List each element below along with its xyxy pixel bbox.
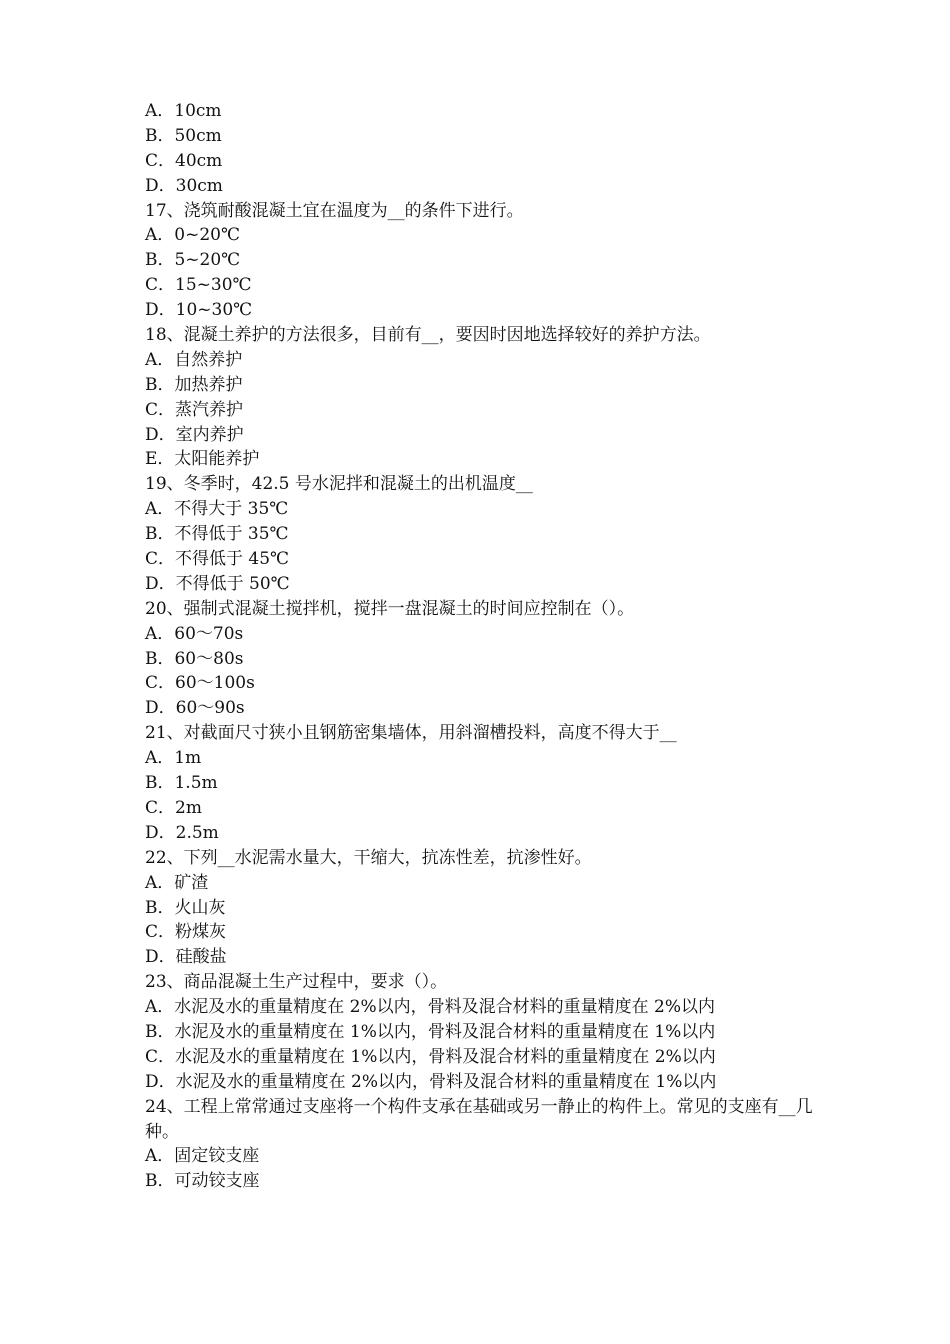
answer-option: A．10cm [145,101,222,121]
answer-option: D．10~30℃ [145,300,253,321]
answer-option: C．蒸汽养护 [145,399,244,420]
answer-option: B．可动铰支座 [145,1171,260,1192]
answer-option: C．60～100s [145,673,255,694]
answer-option: B．加热养护 [145,374,243,395]
question-stem: 20、强制式混凝土搅拌机，搅拌一盘混凝土的时间应控制在（）。 [145,598,635,619]
answer-option: C．粉煤灰 [145,922,227,943]
answer-option: A．60～70s [145,623,244,644]
answer-option: C．水泥及水的重量精度在 1%以内，骨料及混合材料的重量精度在 2%以内 [145,1046,716,1067]
answer-option: A．固定铰支座 [145,1146,260,1167]
answer-option: A．水泥及水的重量精度在 2%以内，骨料及混合材料的重量精度在 2%以内 [145,997,716,1018]
answer-option: B．不得低于 35℃ [145,524,289,545]
answer-option: D．60～90s [145,698,245,719]
answer-option: B．水泥及水的重量精度在 1%以内，骨料及混合材料的重量精度在 1%以内 [145,1021,716,1042]
exam-question-list [145,99,815,1194]
question-stem: 17、浇筑耐酸混凝土宜在温度为__的条件下进行。 [145,200,524,221]
answer-option: A．0~20℃ [145,225,240,246]
answer-option: A．不得大于 35℃ [145,499,289,520]
answer-option: A．1m [145,748,202,769]
question-stem: 22、下列__水泥需水量大，干缩大，抗冻性差，抗渗性好。 [145,847,592,868]
question-stem: 23、商品混凝土生产过程中，要求（）。 [145,972,448,993]
answer-option: B．60～80s [145,648,244,669]
answer-option: B．5~20℃ [145,250,241,271]
answer-option: B．1.5m [145,773,218,794]
answer-option: B．50cm [145,125,222,146]
answer-option: C．15~30℃ [145,275,252,296]
answer-option: C．不得低于 45℃ [145,549,290,570]
answer-option: D．30cm [145,175,223,196]
question-stem: 24、工程上常常通过支座将一个构件支承在基础或另一静止的构件上。常见的支座有__几种。 [145,1096,813,1142]
question-stem: 19、冬季时，42.5 号水泥拌和混凝土的出机温度__ [145,474,533,495]
answer-option: D．不得低于 50℃ [145,573,290,594]
answer-option: B．火山灰 [145,897,226,918]
answer-option: D．2.5m [145,822,219,843]
answer-option: D．水泥及水的重量精度在 2%以内，骨料及混合材料的重量精度在 1%以内 [145,1071,717,1092]
answer-option: E．太阳能养护 [145,449,260,470]
question-stem: 21、对截面尺寸狭小且钢筋密集墙体，用斜溜槽投料，高度不得大于__ [145,723,677,744]
question-stem: 18、混凝土养护的方法很多，目前有__，要因时因地选择较好的养护方法。 [145,325,711,346]
answer-option: D．室内养护 [145,424,244,445]
answer-option: A．矿渣 [145,872,209,893]
answer-option: A．自然养护 [145,349,243,370]
answer-option: C．40cm [145,150,223,171]
answer-option: C．2m [145,797,202,818]
answer-option: D．硅酸盐 [145,947,227,968]
